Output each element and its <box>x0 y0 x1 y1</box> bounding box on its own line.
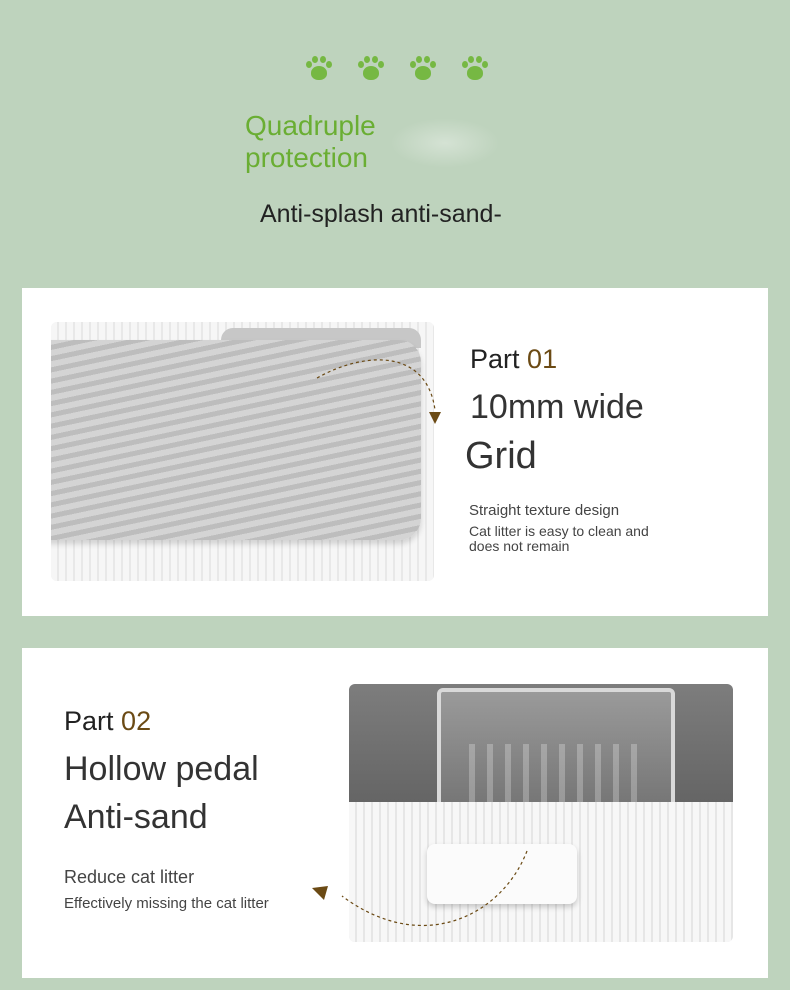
part-number: 01 <box>527 344 558 374</box>
paw-icon <box>461 56 489 84</box>
part-heading-01 <box>470 344 557 375</box>
part-number: 02 <box>121 706 152 736</box>
feature-desc-1: Reduce cat litter <box>64 867 195 887</box>
feature-heading-2: Grid <box>465 435 537 477</box>
page-title <box>245 110 376 174</box>
title-line-1: Quadruple <box>245 110 376 141</box>
feature-card-grid <box>22 288 768 616</box>
title-line-2: protection <box>245 142 368 173</box>
part-label: Part <box>64 706 114 736</box>
paw-icons <box>305 56 489 84</box>
part-heading-02 <box>64 706 151 737</box>
feature-heading-2: Anti-sand <box>64 798 208 836</box>
feature-desc-2-line-2: does not remain <box>469 538 570 554</box>
feature-heading-1: 10mm wide <box>470 388 644 426</box>
feature-desc-1: Straight texture design <box>469 502 620 519</box>
feature-desc-2: Effectively missing the cat litter <box>64 895 269 912</box>
dashed-arrow-icon <box>307 350 457 430</box>
paw-icon <box>357 56 385 84</box>
title-watermark <box>390 118 500 168</box>
feature-card-pedal <box>22 648 768 978</box>
page-subtitle: Anti-splash anti-sand- <box>260 200 502 228</box>
paw-icon <box>305 56 333 84</box>
feature-desc-2-line-1: Cat litter is easy to clean and <box>469 523 649 539</box>
dashed-arrow-icon <box>302 846 542 946</box>
part-label: Part <box>470 344 520 374</box>
feature-heading-1: Hollow pedal <box>64 750 259 788</box>
paw-icon <box>409 56 437 84</box>
feature-desc-2 <box>469 524 649 554</box>
